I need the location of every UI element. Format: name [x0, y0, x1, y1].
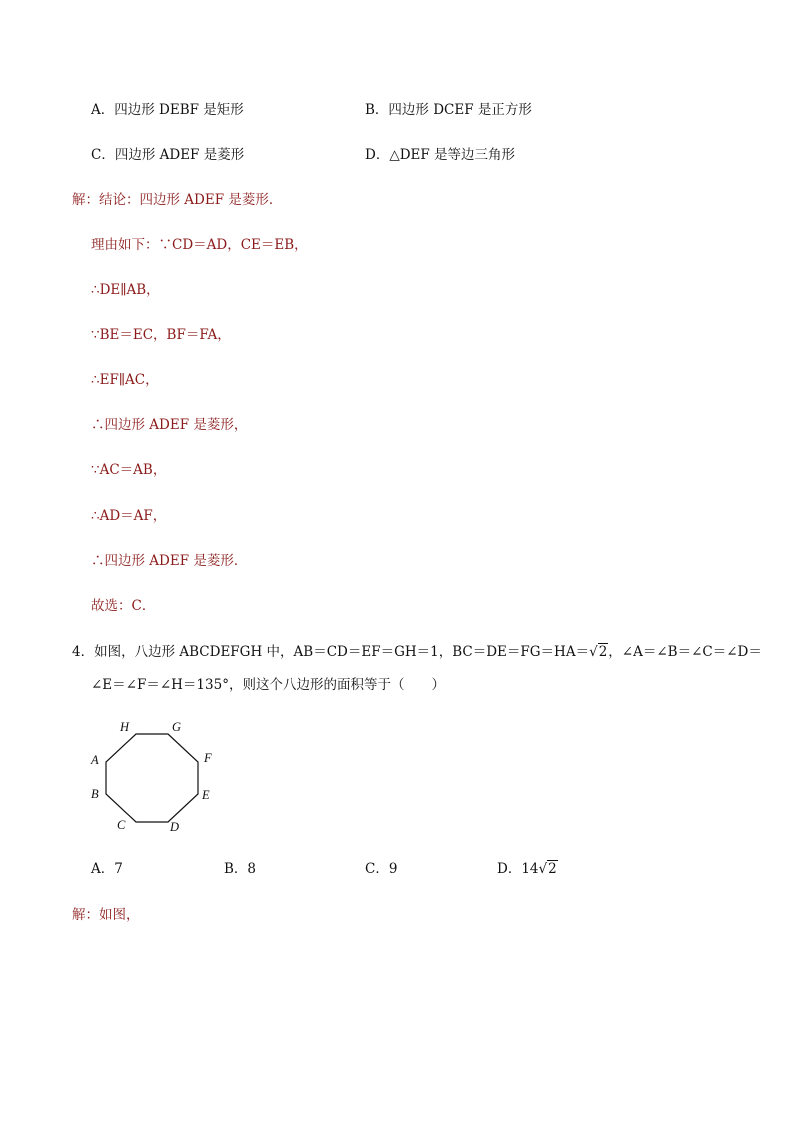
octagon-figure: [86, 714, 226, 838]
sqrt-radicand: 2: [598, 644, 608, 660]
vertex-label-a: A: [91, 753, 99, 767]
q3-option-b: B．四边形 DCEF 是正方形: [365, 102, 532, 118]
sqrt-symbol: √2: [538, 861, 557, 877]
solution-step-3: ∵BE＝EC，BF＝FA，: [91, 327, 231, 343]
vertex-label-b: B: [91, 787, 99, 801]
solution-step-6: ∵AC＝AB，: [91, 462, 167, 478]
q4-line-2: ∠E＝∠F＝∠H＝135°，则这个八边形的面积等于（ ）: [91, 677, 445, 693]
solution-step-1: 理由如下：∵CD＝AD，CE＝EB，: [91, 237, 308, 253]
q3-option-c: C．四边形 ADEF 是菱形: [91, 147, 245, 163]
solution-step-5: ∴四边形 ADEF 是菱形，: [91, 417, 248, 433]
solution-step-7: ∴AD＝AF，: [91, 508, 167, 524]
q4-option-c: C．9: [365, 861, 398, 877]
solution-step-8: ∴四边形 ADEF 是菱形．: [91, 553, 248, 569]
q4-solution-start: 解：如图，: [72, 907, 140, 923]
vertex-label-g: G: [172, 720, 182, 734]
q4-line-1-end: ，∠A＝∠B＝∠C＝∠D＝: [608, 644, 762, 660]
q4-line-1-start: 4．如图，八边形 ABCDEFGH 中，AB＝CD＝EF＝GH＝1，BC＝DE＝FG＝HA＝: [72, 644, 590, 660]
q4-option-b: B．8: [224, 861, 257, 877]
sqrt-radicand: 2: [548, 861, 557, 877]
vertex-label-e: E: [202, 788, 210, 802]
vertex-label-h: H: [120, 720, 130, 734]
vertex-label-f: F: [204, 751, 212, 765]
sqrt-symbol: √2: [589, 644, 608, 660]
q4-option-d-prefix: D．14: [497, 861, 539, 877]
q4-line-1: [72, 643, 762, 661]
q3-option-a: A．四边形 DEBF 是矩形: [91, 102, 244, 118]
solution-step-4: ∴EF∥AC，: [91, 372, 159, 388]
q4-option-a: A．7: [91, 861, 123, 877]
solution-step-2: ∴DE∥AB，: [91, 282, 160, 298]
vertex-label-d: D: [170, 820, 180, 834]
vertex-label-c: C: [117, 818, 126, 832]
solution-answer: 故选：C．: [91, 598, 156, 614]
q4-option-d: [497, 860, 558, 878]
octagon-shape: [106, 734, 198, 822]
q3-option-d: D．△DEF 是等边三角形: [365, 147, 516, 163]
solution-conclusion: 解：结论：四边形 ADEF 是菱形．: [72, 192, 283, 208]
